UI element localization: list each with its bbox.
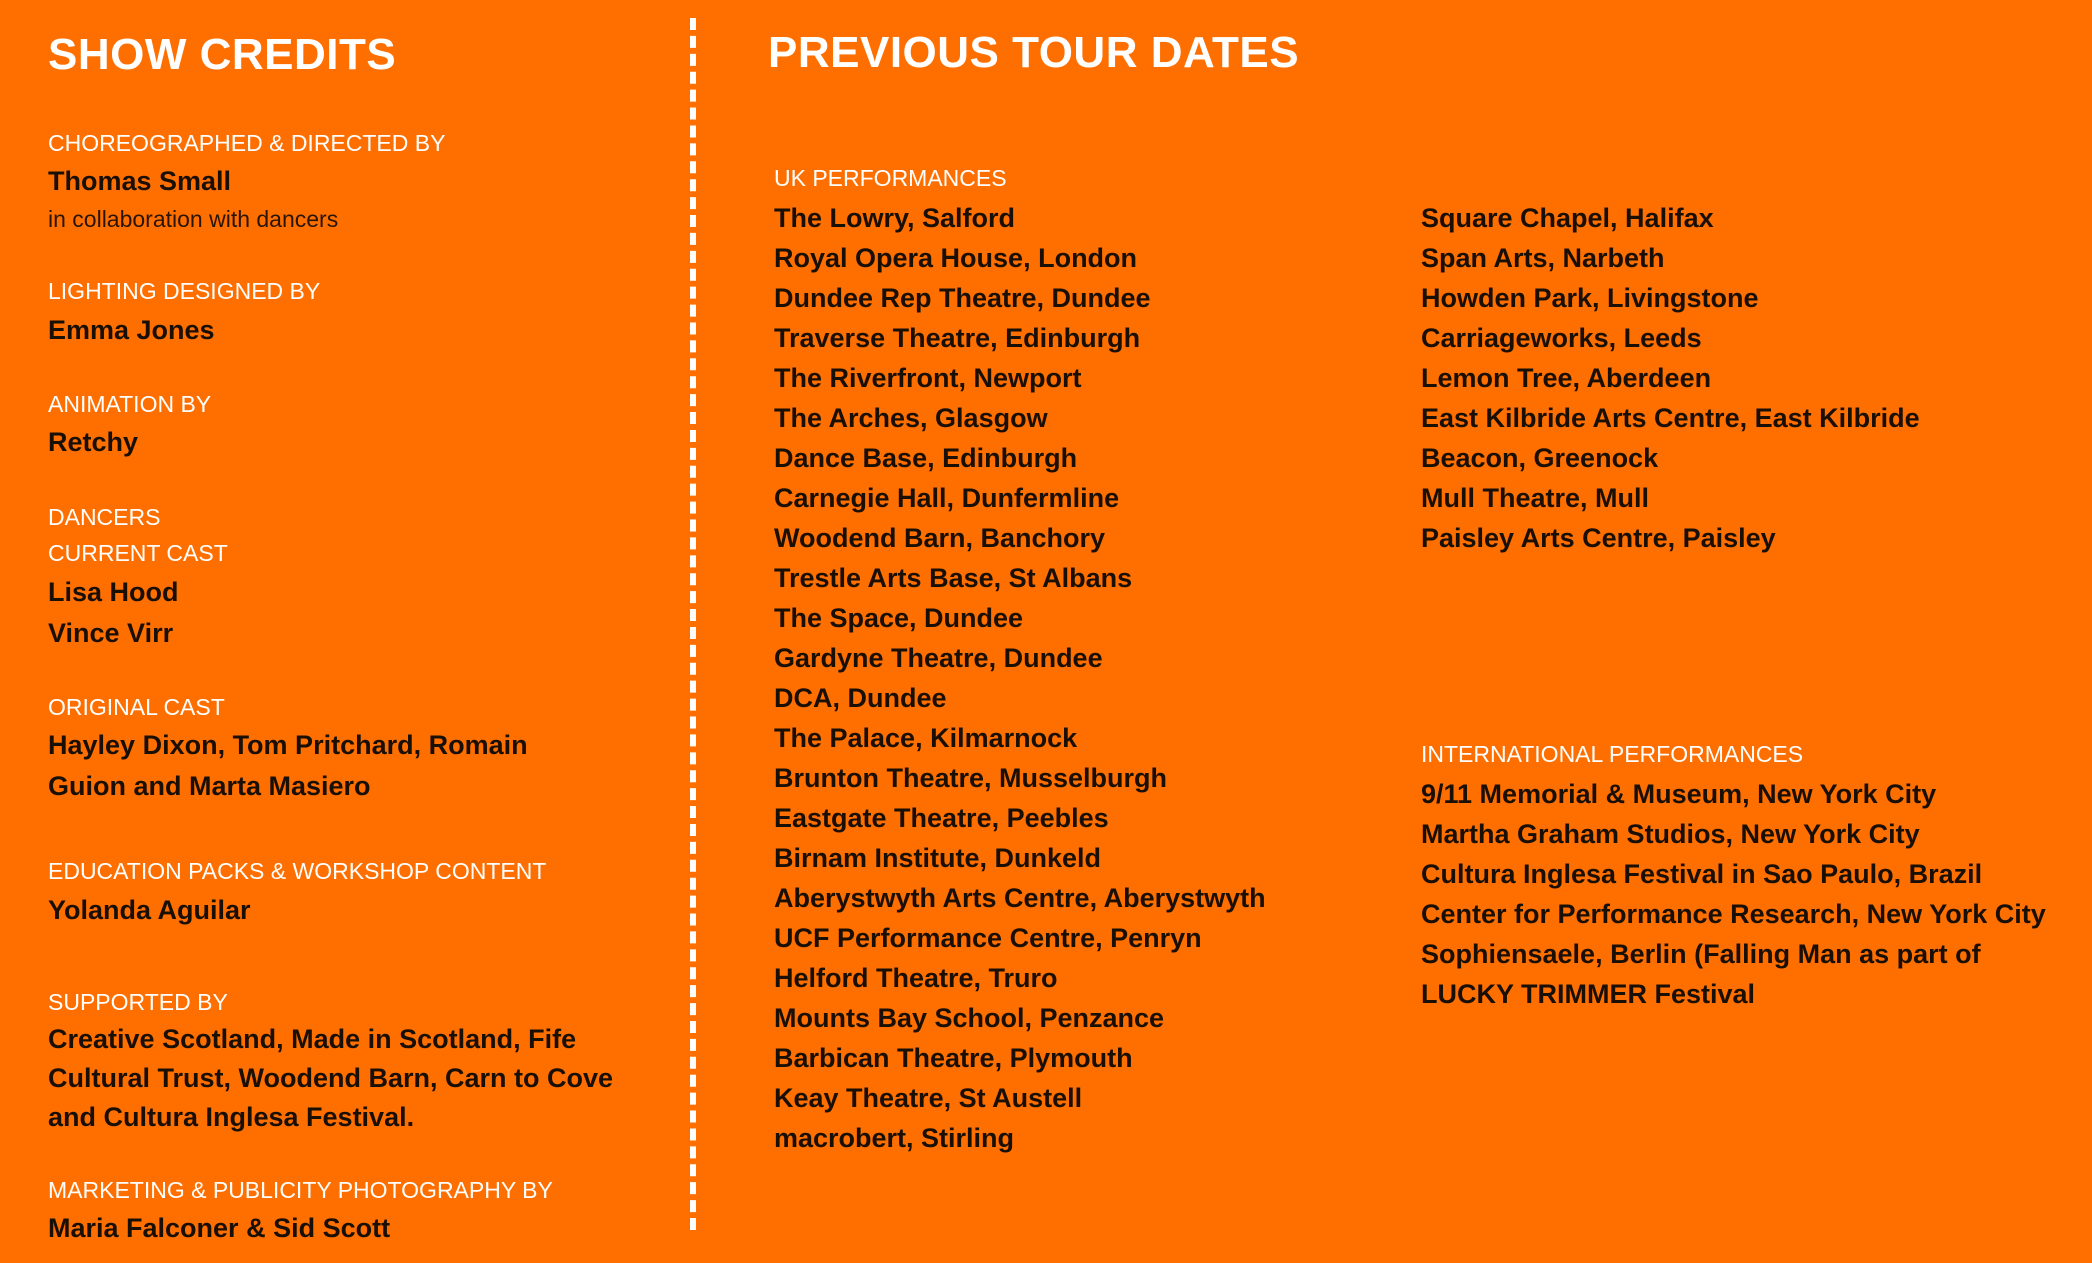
dancers-label: DANCERS <box>48 504 161 530</box>
uk-venues-column-2 <box>1421 198 1920 558</box>
photographer-names: Maria Falconer & Sid Scott <box>48 1213 391 1243</box>
venue-item: Mounts Bay School, Penzance <box>774 1003 1165 1033</box>
current-cast-member: Lisa Hood <box>48 577 179 607</box>
supporters-line: and Cultura Inglesa Festival. <box>48 1102 415 1132</box>
international-venues <box>1421 774 2046 1014</box>
uk-venues-column-1 <box>774 198 1266 1158</box>
venue-item: Brunton Theatre, Musselburgh <box>774 763 1168 793</box>
venue-item: Paisley Arts Centre, Paisley <box>1421 523 1776 553</box>
venue-item: Howden Park, Livingstone <box>1421 283 1759 313</box>
venue-item: Gardyne Theatre, Dundee <box>774 643 1103 673</box>
venue-item: Dance Base, Edinburgh <box>774 443 1078 473</box>
original-cast-line: Guion and Marta Masiero <box>48 771 371 801</box>
venue-item: The Palace, Kilmarnock <box>774 723 1078 753</box>
education-name: Yolanda Aguilar <box>48 895 251 925</box>
venue-item: Dundee Rep Theatre, Dundee <box>774 283 1151 313</box>
venue-item: The Riverfront, Newport <box>774 363 1082 393</box>
venue-item: Martha Graham Studios, New York City <box>1421 819 1920 849</box>
venue-item: Beacon, Greenock <box>1421 443 1659 473</box>
venue-item: The Arches, Glasgow <box>774 403 1048 433</box>
venue-item: 9/11 Memorial & Museum, New York City <box>1421 779 1937 809</box>
supporters-line: Creative Scotland, Made in Scotland, Fife <box>48 1024 577 1054</box>
venue-item: Barbican Theatre, Plymouth <box>774 1043 1133 1073</box>
venue-item: Birnam Institute, Dunkeld <box>774 843 1102 873</box>
venue-item: The Space, Dundee <box>774 603 1024 633</box>
tour-dates-heading: PREVIOUS TOUR DATES <box>768 28 1300 77</box>
venue-item: Eastgate Theatre, Peebles <box>774 803 1109 833</box>
venue-item: DCA, Dundee <box>774 683 947 713</box>
show-credits-heading: SHOW CREDITS <box>48 30 397 79</box>
venue-item: The Lowry, Salford <box>774 203 1016 233</box>
original-cast-label: ORIGINAL CAST <box>48 694 225 720</box>
original-cast-line: Hayley Dixon, Tom Pritchard, Romain <box>48 730 528 760</box>
venue-item: Aberystwyth Arts Centre, Aberystwyth <box>774 883 1266 913</box>
venue-item: UCF Performance Centre, Penryn <box>774 923 1202 953</box>
venue-item: Traverse Theatre, Edinburgh <box>774 323 1141 353</box>
venue-item: Carriageworks, Leeds <box>1421 323 1702 353</box>
choreographer-name: Thomas Small <box>48 166 232 196</box>
venue-item: Sophiensaele, Berlin (Falling Man as part of <box>1421 939 1981 969</box>
dashed-divider <box>690 18 696 1230</box>
venue-item: Lemon Tree, Aberdeen <box>1421 363 1712 393</box>
supported-by-label: SUPPORTED BY <box>48 989 228 1015</box>
venue-item: Carnegie Hall, Dunfermline <box>774 483 1120 513</box>
venue-item: Helford Theatre, Truro <box>774 963 1058 993</box>
venue-item: Span Arts, Narbeth <box>1421 243 1665 273</box>
venue-item: Center for Performance Research, New York City <box>1421 899 2046 929</box>
venue-item: Royal Opera House, London <box>774 243 1138 273</box>
uk-performances-label: UK PERFORMANCES <box>774 165 1007 191</box>
education-label: EDUCATION PACKS & WORKSHOP CONTENT <box>48 858 547 884</box>
animator-name: Retchy <box>48 427 139 457</box>
venue-item: LUCKY TRIMMER Festival <box>1421 979 1756 1009</box>
lighting-label: LIGHTING DESIGNED BY <box>48 278 321 304</box>
supporters-line: Cultural Trust, Woodend Barn, Carn to Cove <box>48 1063 614 1093</box>
international-performances-label: INTERNATIONAL PERFORMANCES <box>1421 741 1804 767</box>
venue-item: macrobert, Stirling <box>774 1123 1015 1153</box>
venue-item: East Kilbride Arts Centre, East Kilbride <box>1421 403 1920 433</box>
marketing-photography-label: MARKETING & PUBLICITY PHOTOGRAPHY BY <box>48 1177 553 1203</box>
current-cast-label: CURRENT CAST <box>48 540 228 566</box>
choreographed-directed-label: CHOREOGRAPHED & DIRECTED BY <box>48 130 446 156</box>
animation-label: ANIMATION BY <box>48 391 212 417</box>
venue-item: Mull Theatre, Mull <box>1421 483 1650 513</box>
venue-item: Trestle Arts Base, St Albans <box>774 563 1133 593</box>
venue-item: Cultura Inglesa Festival in Sao Paulo, Brazil <box>1421 859 1983 889</box>
venue-item: Woodend Barn, Banchory <box>774 523 1106 553</box>
collaboration-note: in collaboration with dancers <box>48 206 339 232</box>
venue-item: Keay Theatre, St Austell <box>774 1083 1083 1113</box>
current-cast-member: Vince Virr <box>48 618 174 648</box>
lighting-designer-name: Emma Jones <box>48 315 215 345</box>
venue-item: Square Chapel, Halifax <box>1421 203 1714 233</box>
